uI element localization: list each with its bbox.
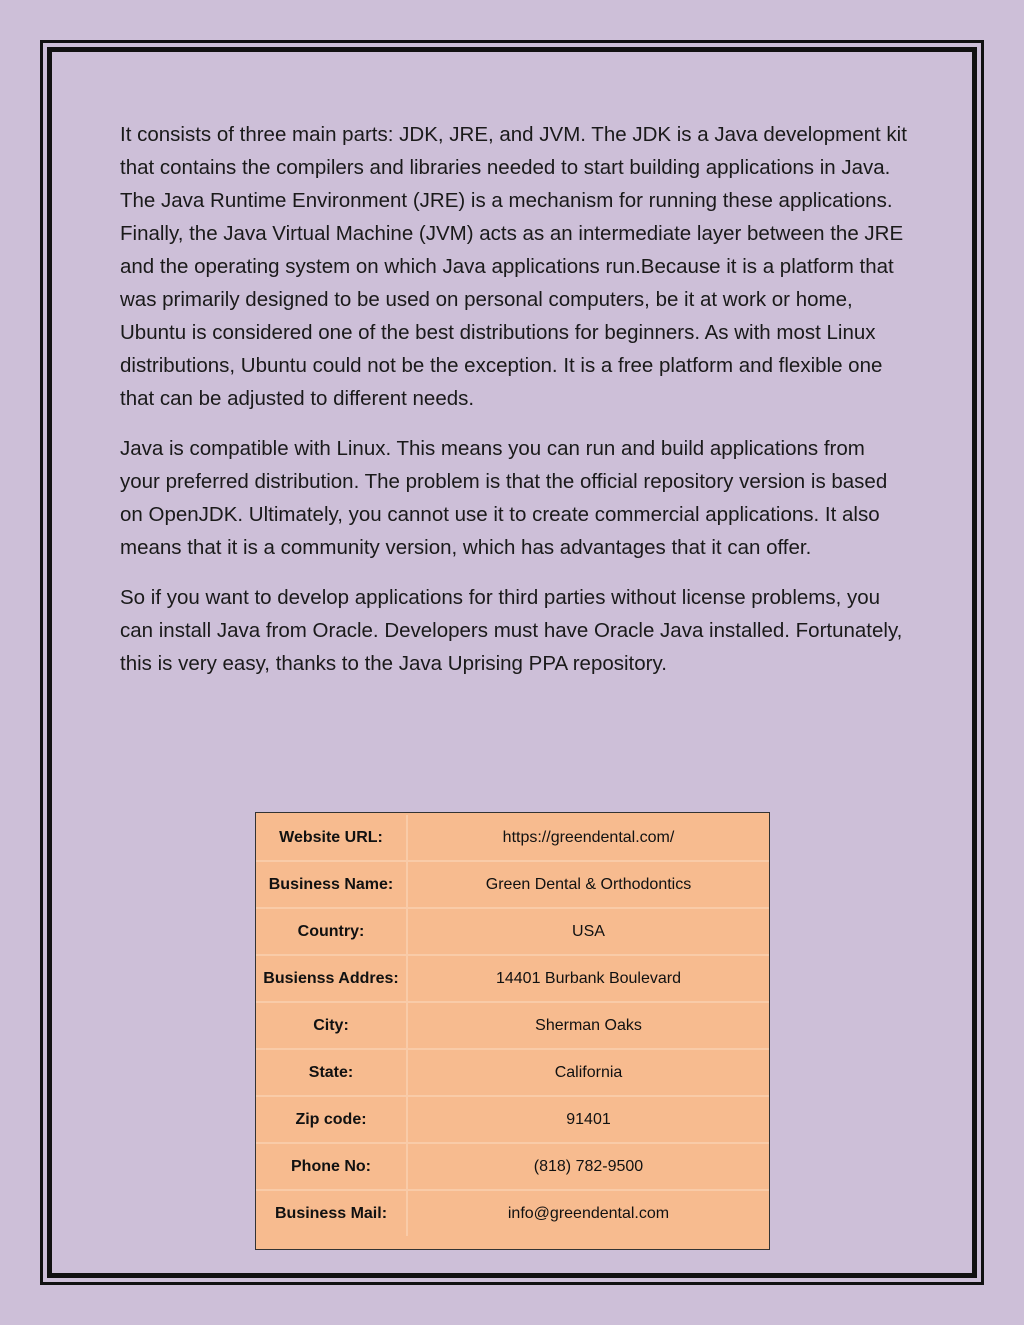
state-label: State: — [256, 1049, 407, 1096]
paragraph-java-linux: Java is compatible with Linux. This means you can run and build applications from your preferred distribution. The problem is that the official repository version is based on OpenJDK. Ultimately, you cannot use it to create commercial applications. It also means that it is a community version, which has advantages that it can offer. — [120, 437, 888, 559]
city-label: City: — [256, 1002, 407, 1049]
table-row — [256, 1049, 769, 1096]
website-url-value: https://greendental.com/ — [407, 815, 769, 861]
phone-label: Phone No: — [256, 1143, 407, 1190]
city-value: Sherman Oaks — [407, 1002, 769, 1049]
business-address-label: Busienss Addres: — [256, 955, 407, 1002]
country-value: USA — [407, 908, 769, 955]
business-info-table — [255, 812, 770, 1250]
state-value: California — [407, 1049, 769, 1096]
business-address-value: 14401 Burbank Boulevard — [407, 955, 769, 1002]
business-name-label: Business Name: — [256, 861, 407, 908]
table-row — [256, 815, 769, 861]
zip-code-value: 91401 — [407, 1096, 769, 1143]
website-url-label: Website URL: — [256, 815, 407, 861]
business-name-value: Green Dental & Orthodontics — [407, 861, 769, 908]
zip-code-label: Zip code: — [256, 1096, 407, 1143]
table-row — [256, 955, 769, 1002]
table-row — [256, 1002, 769, 1049]
table-row — [256, 1190, 769, 1236]
table-row — [256, 908, 769, 955]
business-mail-value: info@greendental.com — [507, 1204, 670, 1222]
article-body — [120, 118, 910, 697]
table-row — [256, 1143, 769, 1190]
paragraph-java-overview: It consists of three main parts: JDK, JRE, and JVM. The JDK is a Java development kit that contains the compilers and libraries needed to start building applications in Java. The Java Runtime Environment (JRE) is a mechanism for running these applications. Finally, the Java Virtual Machine (JVM) acts as an intermediate layer between the JRE and the operating system on which Java applications run.Because it is a platform that was primarily designed to be used on personal computers, be it at work or home, Ubuntu is considered one of the best distributions for beginners. As with most Linux distributions, Ubuntu could not be the exception. It is a free platform and flexible one that can be adjusted to different needs. — [120, 123, 907, 410]
table-row — [256, 861, 769, 908]
country-label: Country: — [256, 908, 407, 955]
phone-value: (818) 782-9500 — [407, 1143, 769, 1190]
table-row — [256, 1096, 769, 1143]
business-mail-label: Business Mail: — [256, 1190, 407, 1236]
paragraph-oracle-java: So if you want to develop applications for third parties without license problems, you can install Java from Oracle. Developers must have Oracle Java installed. Fortunately, this is very easy, thanks to the Java Uprising PPA repository. — [120, 586, 903, 675]
